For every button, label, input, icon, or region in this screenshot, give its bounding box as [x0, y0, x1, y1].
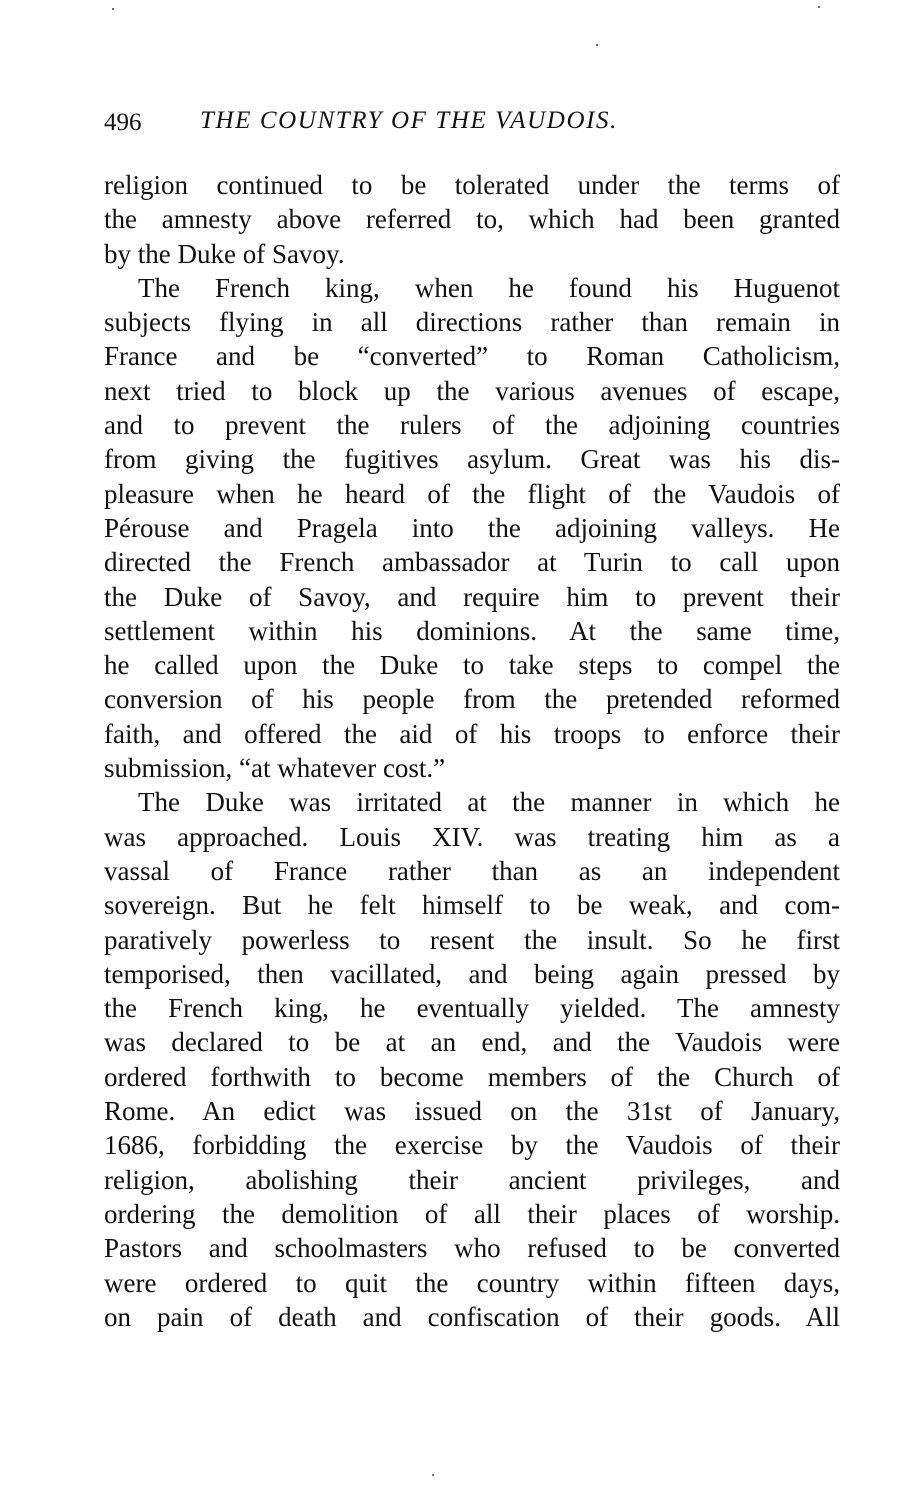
text-line: by the Duke of Savoy.: [104, 238, 345, 269]
text-line: pleasure when he heard of the flight of the Vaudois of: [104, 478, 840, 509]
text-line: on pain of death and confiscation of their goods. All: [104, 1301, 840, 1332]
paper-speck: [112, 8, 114, 10]
text-line: from giving the fugitives asylum. Great was his dis-: [104, 444, 840, 475]
text-line: The French king, when he found his Huguenot: [138, 272, 840, 303]
text-line: faith, and offered the aid of his troops to enforce their: [104, 718, 840, 749]
paper-speck: [596, 44, 598, 46]
text-line: ordering the demolition of all their places of worship.: [104, 1198, 840, 1229]
text-line: was declared to be at an end, and the Vaudois were: [104, 1027, 840, 1058]
text-line: was approached. Louis XIV. was treating him as a: [104, 821, 840, 852]
text-line: submission, “at whatever cost.”: [104, 753, 446, 784]
text-line: ordered forthwith to become members of the Church of: [104, 1061, 840, 1092]
page-number: 496: [104, 109, 142, 136]
text-line: paratively powerless to resent the insult. So he first: [104, 924, 840, 955]
running-head: THE COUNTRY OF THE VAUDOIS.: [200, 107, 618, 134]
text-line: directed the French ambassador at Turin to call upon: [104, 547, 840, 578]
body-text: [104, 168, 840, 1334]
text-line: sovereign. But he felt himself to be weak, and com-: [104, 890, 840, 921]
text-line: next tried to block up the various avenues of escape,: [104, 375, 840, 406]
text-line: religion continued to be tolerated under the terms of: [104, 170, 840, 200]
text-line: Rome. An edict was issued on the 31st of January,: [104, 1096, 840, 1127]
text-line: Pérouse and Pragela into the adjoining valleys. He: [104, 512, 840, 543]
text-line: the amnesty above referred to, which had been granted: [104, 204, 840, 235]
text-line: subjects flying in all directions rather than remain in: [104, 307, 840, 338]
text-line: he called upon the Duke to take steps to compel the: [104, 650, 840, 681]
text-line: were ordered to quit the country within fifteen days,: [104, 1267, 840, 1298]
paper-speck: [818, 6, 820, 8]
text-line: religion, abolishing their ancient privileges, and: [104, 1164, 840, 1195]
text-line: and to prevent the rulers of the adjoining countries: [104, 410, 840, 441]
page-header: [104, 104, 844, 138]
text-line: settlement within his dominions. At the same time,: [104, 615, 840, 646]
text-line: 1686, forbidding the exercise by the Vaudois of their: [104, 1130, 840, 1161]
text-line: Pastors and schoolmasters who refused to be converted: [104, 1233, 840, 1264]
text-line: conversion of his people from the pretended reformed: [104, 684, 840, 715]
text-line: the Duke of Savoy, and require him to prevent their: [104, 581, 840, 612]
text-line: temporised, then vacillated, and being again pressed by: [104, 958, 840, 989]
text-line: vassal of France rather than as an independent: [104, 855, 840, 886]
text-line: The Duke was irritated at the manner in which he: [138, 787, 840, 818]
text-line: France and be “converted” to Roman Catholicism,: [104, 341, 840, 372]
paper-speck: [432, 1474, 434, 1476]
text-line: the French king, he eventually yielded. The amnesty: [104, 993, 840, 1024]
